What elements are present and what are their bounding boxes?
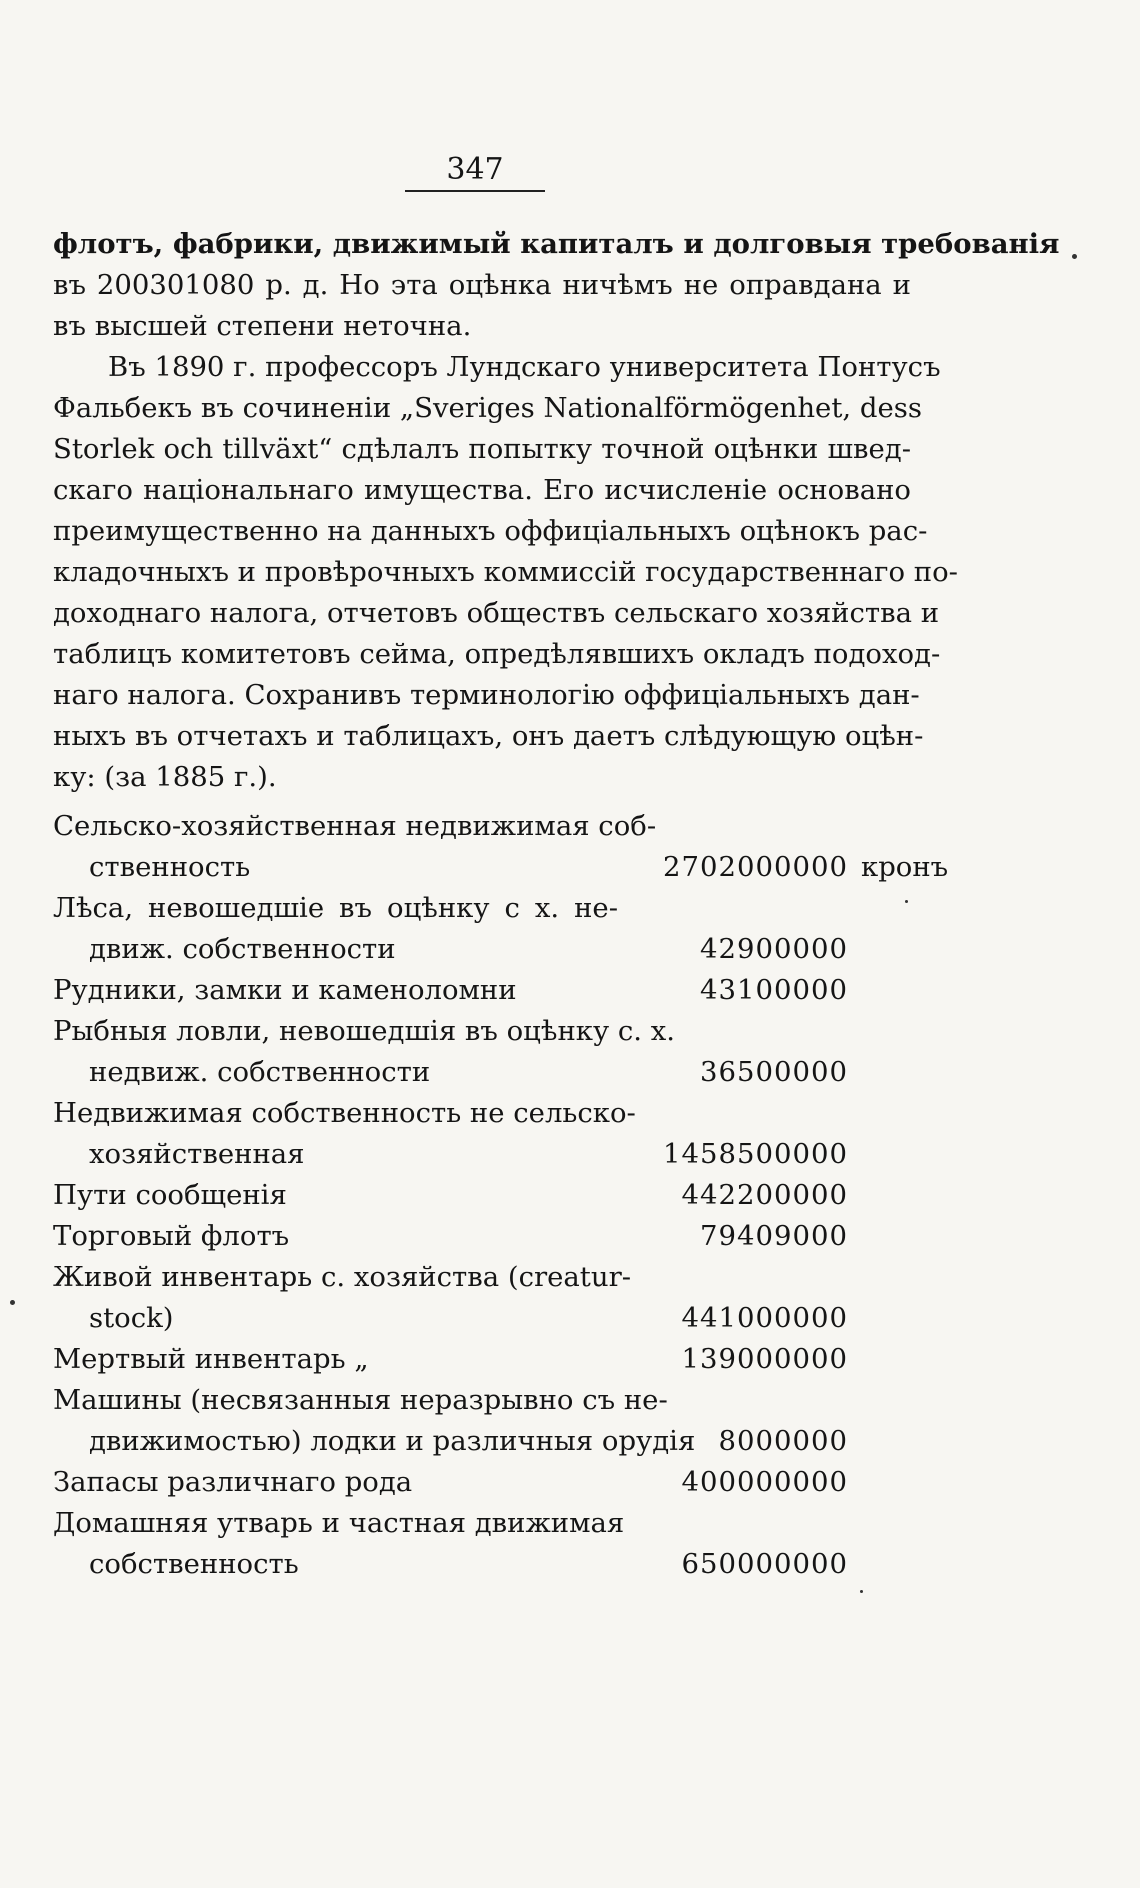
table-row (53, 1380, 911, 1421)
text-line: въ высшей степени неточна. (53, 310, 472, 342)
text-line: Въ 1890 г. профессоръ Лундскаго университета Понтусъ (108, 351, 941, 383)
text-line: наго налога. Сохранивъ терминологію оффиціальныхъ дан- (53, 679, 920, 711)
table-row (53, 1421, 911, 1462)
text-line: ныхъ въ отчетахъ и таблицахъ, онъ даетъ слѣдующую оцѣн- (53, 720, 924, 752)
item-label: ственность (89, 851, 251, 883)
item-label: движ. собственности (89, 933, 396, 965)
item-value: 650000000 (681, 1548, 848, 1580)
text-line: флотъ, фабрики, движимый капиталъ и долговыя требованія (53, 228, 1060, 260)
table-row (53, 1216, 911, 1257)
table-row (53, 929, 911, 970)
text-line: Storlek och tillväxt“ сдѣлалъ попытку точной оцѣнки швед- (53, 433, 911, 465)
table-row (53, 1093, 911, 1134)
item-label: Недвижимая собственность не сельско- (53, 1097, 636, 1129)
item-value: 400000000 (681, 1466, 848, 1498)
table-row (53, 1298, 911, 1339)
scan-speck (905, 900, 908, 903)
table-row (53, 1134, 911, 1175)
item-value: 36500000 (700, 1056, 848, 1088)
item-label: Сельско-хозяйственная недвижимая соб- (53, 810, 657, 842)
page-number: 347 (446, 152, 504, 187)
item-label: Пути сообщенія (53, 1179, 287, 1211)
item-label: Машины (несвязанныя неразрывно съ не- (53, 1384, 668, 1416)
currency-unit: кронъ (861, 851, 949, 883)
item-value: 442200000 (681, 1179, 848, 1211)
text-line: скаго національнаго имущества. Его исчисленіе основано (53, 474, 911, 506)
text-line: Фальбекъ въ сочиненіи „Sveriges Nationalförmögenhet, dess (53, 392, 922, 424)
scan-speck (10, 1300, 15, 1305)
table-row (53, 1339, 911, 1380)
item-label: недвиж. собственности (89, 1056, 431, 1088)
text-line: доходнаго налога, отчетовъ обществъ сельскаго хозяйства и (53, 597, 940, 629)
item-label: Лѣса, невошедшіе въ оцѣнку с х. не- (53, 892, 618, 924)
item-value: 2702000000 (663, 851, 848, 883)
text-line: таблицъ комитетовъ сейма, опредѣлявшихъ окладъ подоход- (53, 638, 941, 670)
item-label: Запасы различнаго рода (53, 1466, 413, 1498)
item-label: Рыбныя ловли, невошедшія въ оцѣнку с. х. (53, 1015, 676, 1047)
item-value: 42900000 (700, 933, 848, 965)
item-label: Домашняя утварь и частная движимая (53, 1507, 625, 1539)
item-value: 8000000 (718, 1425, 848, 1457)
text-line: въ 200301080 р. д. Но эта оцѣнка ничѣмъ не оправдана и (53, 269, 911, 301)
table-row (53, 1503, 911, 1544)
item-value: 1458500000 (663, 1138, 848, 1170)
item-label: Мертвый инвентарь „ (53, 1343, 369, 1375)
table-row (53, 888, 911, 929)
item-value: 79409000 (700, 1220, 848, 1252)
item-label: движимостью) лодки и различныя орудія (89, 1425, 696, 1457)
table-row (53, 1052, 911, 1093)
item-value: 441000000 (681, 1302, 848, 1334)
table-row (53, 1462, 911, 1503)
text-line: преимущественно на данныхъ оффиціальныхъ оцѣнокъ рас- (53, 515, 928, 547)
table-row (53, 806, 911, 847)
item-label: stock) (89, 1302, 174, 1334)
text-line: ку: (за 1885 г.). (53, 761, 277, 793)
valuation-table (53, 806, 949, 1585)
body-text (53, 224, 1060, 798)
item-label: хозяйственная (89, 1138, 305, 1170)
table-row (53, 1544, 911, 1585)
table-row (53, 847, 949, 888)
table-row (53, 1175, 911, 1216)
item-value: 43100000 (700, 974, 848, 1006)
item-label: Живой инвентарь с. хозяйства (creatur- (53, 1261, 632, 1293)
item-label: собственность (89, 1548, 299, 1580)
header-rule (405, 190, 545, 192)
scan-speck (1072, 254, 1077, 259)
scan-speck (860, 1590, 863, 1593)
item-label: Рудники, замки и каменоломни (53, 974, 517, 1006)
item-value: 139000000 (681, 1343, 848, 1375)
item-label: Торговый флотъ (53, 1220, 290, 1252)
table-row (53, 1011, 911, 1052)
text-line: кладочныхъ и провѣрочныхъ коммиссій государственнаго по- (53, 556, 958, 588)
table-row (53, 970, 911, 1011)
table-row (53, 1257, 911, 1298)
